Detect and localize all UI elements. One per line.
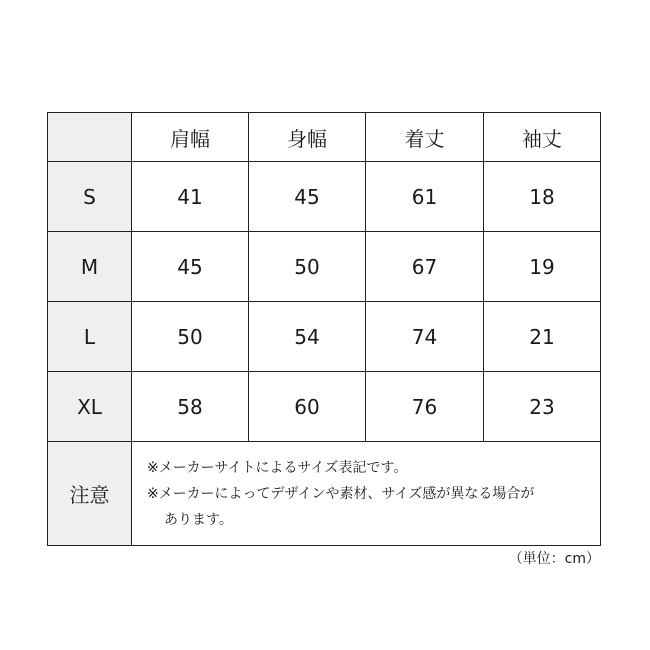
- table-cell: 45: [249, 162, 366, 232]
- size-label-s: S: [48, 162, 132, 232]
- size-label-m: M: [48, 232, 132, 302]
- note-line-3: あります。: [164, 511, 233, 528]
- table-cell: 19: [484, 232, 601, 302]
- table-cell: 74: [366, 302, 484, 372]
- header-sleeve-length: 袖丈: [484, 113, 601, 162]
- table-cell: 45: [132, 232, 249, 302]
- table-cell: 67: [366, 232, 484, 302]
- table-row-s: [48, 162, 601, 232]
- header-length: 着丈: [366, 113, 484, 162]
- table-row-m: [48, 232, 601, 302]
- table-cell: 50: [249, 232, 366, 302]
- table-row-l: [48, 302, 601, 372]
- size-label-xl: XL: [48, 372, 132, 442]
- unit-label: （単位：cm）: [508, 551, 600, 567]
- table-cell: 60: [249, 372, 366, 442]
- table-row-xl: [48, 372, 601, 442]
- note-line-1: ※メーカーサイトによるサイズ表記です。: [147, 459, 408, 476]
- header-shoulder-width: 肩幅: [132, 113, 249, 162]
- header-row: [48, 113, 601, 162]
- note-label: 注意: [48, 442, 132, 546]
- note-line-2: ※メーカーによってデザインや素材、サイズ感が異なる場合が: [147, 485, 535, 502]
- table-cell: 54: [249, 302, 366, 372]
- note-row: [48, 442, 601, 546]
- table-cell: 61: [366, 162, 484, 232]
- table-cell: 21: [484, 302, 601, 372]
- size-label-l: L: [48, 302, 132, 372]
- table-cell: 23: [484, 372, 601, 442]
- table-cell: 58: [132, 372, 249, 442]
- table-cell: 50: [132, 302, 249, 372]
- table-cell: 76: [366, 372, 484, 442]
- size-chart-table: [47, 112, 601, 546]
- note-text: [132, 442, 601, 546]
- header-corner-cell: [48, 113, 132, 162]
- header-body-width: 身幅: [249, 113, 366, 162]
- table-cell: 41: [132, 162, 249, 232]
- table-cell: 18: [484, 162, 601, 232]
